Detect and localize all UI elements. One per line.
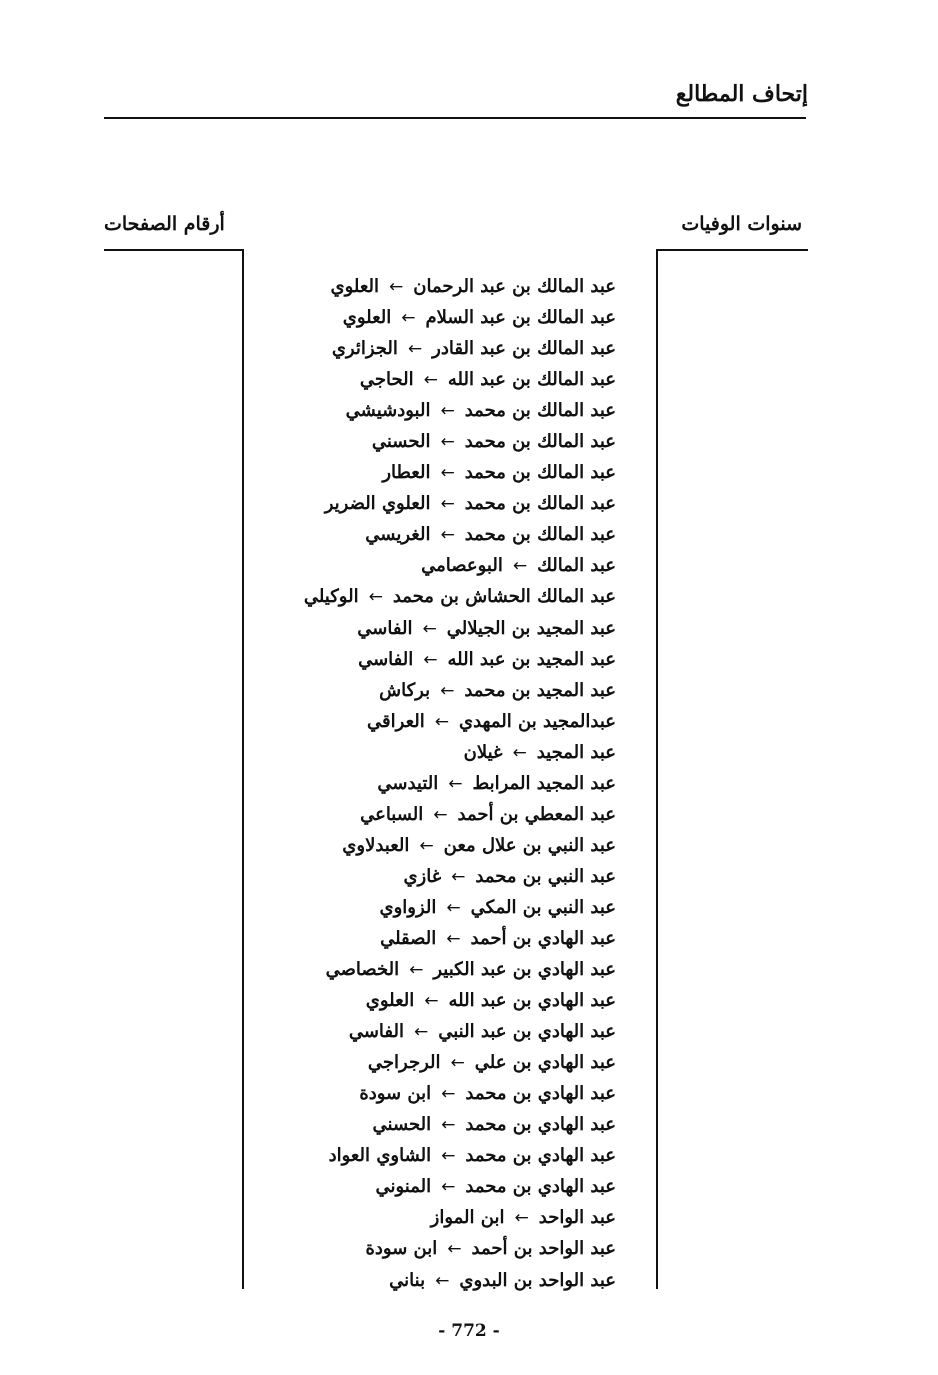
- arrow-left-icon: ←: [440, 680, 455, 701]
- entry-reference: العلوي: [365, 990, 415, 1012]
- entry-name: عبد المالك بن عبد الرحمان: [413, 276, 616, 297]
- index-entry: [304, 1109, 616, 1140]
- entry-reference: العراقي: [367, 710, 425, 732]
- arrow-left-icon: ←: [440, 432, 455, 453]
- index-entry: [304, 985, 616, 1016]
- entry-name: عبد الهادي بن عبد الكبير: [433, 959, 616, 981]
- entry-name: عبد المجيد بن عبد الله: [447, 648, 616, 670]
- index-entries-list: [304, 271, 616, 1296]
- arrow-left-icon: ←: [424, 991, 439, 1012]
- arrow-left-icon: ←: [409, 960, 424, 981]
- index-entry: [304, 1233, 616, 1264]
- entry-reference: الصقلي: [380, 927, 437, 949]
- entry-reference: المنوني: [375, 1176, 432, 1198]
- entry-name: عبد المالك بن محمد: [464, 400, 616, 422]
- running-title: إتحاف المطالع: [675, 81, 808, 107]
- arrow-left-icon: ←: [419, 835, 434, 856]
- arrow-left-icon: ←: [423, 649, 438, 670]
- entry-name: عبدالمجيد بن المهدي: [459, 710, 616, 732]
- entry-reference: الحسني: [371, 431, 431, 453]
- index-entry: [304, 861, 616, 892]
- entry-reference: الرجراجي: [367, 1052, 441, 1074]
- index-entry: [304, 457, 616, 488]
- arrow-left-icon: ←: [368, 587, 383, 608]
- index-entry: [304, 737, 616, 768]
- index-entry: [304, 830, 616, 861]
- entry-name: عبد الهادي بن محمد: [465, 1083, 616, 1105]
- entry-name: عبد الهادي بن علي: [474, 1052, 616, 1074]
- left-column-divider: [242, 249, 244, 1289]
- entry-reference: الزواوي: [379, 896, 437, 918]
- entry-reference: العلوي: [330, 276, 380, 297]
- index-entry: [304, 581, 616, 612]
- entry-name: عبد النبي بن علال معن: [443, 834, 616, 856]
- index-entry: [304, 488, 616, 519]
- entry-name: عبد المالك: [537, 555, 616, 577]
- arrow-left-icon: ←: [414, 1022, 429, 1043]
- index-entry: [304, 426, 616, 457]
- page-number: - 772 -: [438, 1321, 500, 1341]
- entry-name: عبد الواحد بن أحمد: [471, 1238, 616, 1260]
- index-entry: [304, 333, 616, 364]
- arrow-left-icon: ←: [441, 1084, 456, 1105]
- index-entry: [304, 1202, 616, 1233]
- index-entry: [304, 1078, 616, 1109]
- index-entry: [304, 302, 616, 333]
- entry-name: عبد الهادي بن عبد الله: [448, 990, 616, 1012]
- entry-name: عبد المعطي بن أحمد: [457, 803, 616, 825]
- index-entry: [304, 954, 616, 985]
- index-entry: [304, 395, 616, 426]
- index-entry: [304, 1140, 616, 1171]
- index-entry: [304, 644, 616, 675]
- index-entry: [304, 675, 616, 706]
- entry-name: عبد المالك بن عبد القادر: [432, 338, 616, 360]
- entry-reference: غيلان: [463, 741, 503, 763]
- entry-reference: ابن سودة: [365, 1238, 438, 1260]
- entry-reference: الوكيلي: [303, 586, 359, 608]
- index-entry: [304, 1171, 616, 1202]
- entry-name: عبد المالك بن محمد: [464, 431, 616, 453]
- index-entry: [304, 892, 616, 923]
- arrow-left-icon: ←: [446, 928, 461, 949]
- entry-reference: الشاوي العواد: [328, 1145, 432, 1167]
- entry-reference: الفاسي: [348, 1021, 404, 1043]
- entry-name: عبد النبي بن محمد: [475, 865, 616, 887]
- entry-name: عبد المجيد بن الجيلالي: [446, 617, 616, 639]
- entry-reference: بناني: [389, 1269, 426, 1291]
- arrow-left-icon: ←: [447, 1239, 462, 1260]
- index-entry: [304, 550, 616, 581]
- entry-reference: بركاش: [379, 679, 431, 701]
- entry-reference: ابن المواز: [430, 1207, 505, 1229]
- arrow-left-icon: ←: [435, 1270, 450, 1291]
- index-entry: [304, 768, 616, 799]
- entry-reference: العبدلاوي: [342, 834, 410, 856]
- left-column-rule: [104, 249, 243, 251]
- index-entry: [304, 706, 616, 737]
- arrow-left-icon: ←: [407, 339, 423, 360]
- arrow-left-icon: ←: [441, 1146, 456, 1167]
- entry-reference: التيدسي: [377, 772, 439, 794]
- arrow-left-icon: ←: [451, 866, 466, 887]
- entry-reference: الفاسي: [357, 617, 413, 639]
- entry-reference: العلوي الضرير: [324, 493, 431, 515]
- arrow-left-icon: ←: [401, 308, 416, 329]
- index-entry: [304, 1016, 616, 1047]
- right-column-divider: [656, 249, 658, 1289]
- arrow-left-icon: ←: [512, 556, 528, 577]
- entry-reference: غازي: [403, 865, 442, 887]
- index-entry: [304, 364, 616, 395]
- entry-reference: الفاسي: [358, 648, 414, 670]
- arrow-left-icon: ←: [434, 711, 450, 732]
- entry-name: عبد النبي بن المكي: [470, 896, 616, 918]
- arrow-left-icon: ←: [433, 804, 448, 825]
- entry-reference: السباعي: [360, 803, 424, 825]
- arrow-left-icon: ←: [514, 1208, 529, 1229]
- arrow-left-icon: ←: [446, 897, 461, 918]
- entry-name: عبد المجيد: [536, 741, 616, 763]
- entry-name: عبد المالك بن عبد السلام: [425, 307, 616, 329]
- entry-reference: البودشيشي: [345, 400, 431, 422]
- entry-name: عبد المالك بن محمد: [464, 524, 616, 546]
- index-entry: [304, 519, 616, 550]
- arrow-left-icon: ←: [423, 370, 438, 391]
- entry-name: عبد المجيد بن محمد: [464, 679, 616, 701]
- arrow-left-icon: ←: [512, 742, 527, 763]
- index-entry: [304, 271, 616, 302]
- arrow-left-icon: ←: [450, 1053, 465, 1074]
- arrow-left-icon: ←: [440, 401, 455, 422]
- arrow-left-icon: ←: [440, 494, 455, 515]
- entry-name: عبد المالك بن محمد: [464, 462, 616, 484]
- entry-name: عبد المجيد المرابط: [472, 772, 616, 794]
- entry-name: عبد الواحد: [538, 1207, 616, 1229]
- entry-reference: العلوي: [342, 307, 392, 329]
- arrow-left-icon: ←: [440, 525, 455, 546]
- right-column-rule: [656, 249, 808, 251]
- entry-reference: العطار: [382, 462, 431, 484]
- index-entry: [304, 799, 616, 830]
- entry-reference: الغريسي: [365, 524, 431, 546]
- index-entry: [304, 1265, 616, 1296]
- entry-reference: ابن سودة: [359, 1083, 432, 1105]
- index-entry: [304, 923, 616, 954]
- entry-reference: الحسني: [372, 1114, 432, 1136]
- page-numbers-heading: أرقام الصفحات: [104, 213, 225, 235]
- entry-name: عبد الهادي بن أحمد: [470, 927, 616, 949]
- entry-name: عبد الواحد بن البدوي: [459, 1269, 616, 1291]
- arrow-left-icon: ←: [389, 277, 404, 297]
- entry-reference: الجزائري: [331, 338, 398, 360]
- entry-reference: الخصاصي: [325, 959, 400, 981]
- entry-reference: البوعصامي: [421, 555, 503, 577]
- arrow-left-icon: ←: [441, 1177, 456, 1198]
- entry-name: عبد الهادي بن محمد: [465, 1114, 616, 1136]
- arrow-left-icon: ←: [441, 1115, 456, 1136]
- arrow-left-icon: ←: [448, 773, 463, 794]
- entry-name: عبد الهادي بن محمد: [465, 1176, 616, 1198]
- entry-name: عبد الهادي بن محمد: [465, 1145, 616, 1167]
- entry-reference: الحاجي: [359, 369, 414, 391]
- entry-name: عبد الهادي بن عبد النبي: [438, 1021, 616, 1043]
- index-entry: [304, 1047, 616, 1078]
- entry-name: عبد المالك بن عبد الله: [447, 369, 616, 391]
- index-entry: [304, 613, 616, 644]
- death-years-heading: سنوات الوفيات: [681, 213, 802, 235]
- entry-name: عبد المالك الحشاش بن محمد: [392, 586, 616, 608]
- header-rule: [104, 117, 806, 119]
- arrow-left-icon: ←: [422, 618, 437, 639]
- entry-name: عبد المالك بن محمد: [464, 493, 616, 515]
- arrow-left-icon: ←: [440, 463, 455, 484]
